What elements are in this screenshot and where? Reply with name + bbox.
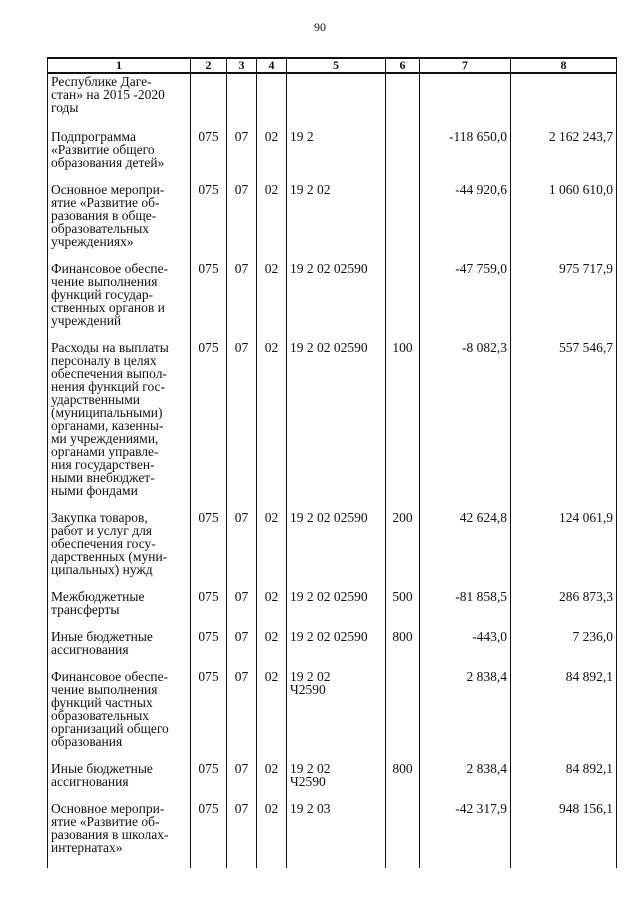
cell-value: 075 — [198, 129, 219, 144]
table-cell-c2 — [191, 511, 227, 590]
cell-value: 19 2 02 02590 — [290, 340, 368, 355]
table-row — [48, 130, 617, 183]
row-label-cell — [48, 590, 191, 630]
table-cell-c3 — [227, 762, 257, 802]
row-label-cell — [48, 762, 191, 802]
cell-value: 124 061,9 — [559, 510, 613, 525]
row-label: Иные бюджетные ассигнования — [51, 629, 153, 657]
cell-value: 07 — [234, 261, 249, 276]
cell-value: 075 — [198, 589, 219, 604]
table-cell-c7 — [420, 670, 511, 762]
table-row — [48, 630, 617, 670]
column-header: 5 — [287, 58, 386, 73]
cell-value: -118 650,0 — [449, 129, 507, 144]
cell-value: 100 — [392, 340, 413, 355]
table-cell-c4 — [257, 341, 287, 511]
table-cell-c8 — [511, 183, 617, 262]
cell-value: -47 759,0 — [455, 261, 507, 276]
table-cell-c6 — [386, 511, 420, 590]
cell-value: 02 — [264, 589, 279, 604]
header-row — [48, 58, 617, 73]
cell-value: 075 — [198, 340, 219, 355]
table-cell-c7 — [420, 130, 511, 183]
cell-value: 19 2 02 02590 — [290, 510, 368, 525]
table-cell-c3 — [227, 630, 257, 670]
row-label-cell — [48, 802, 191, 868]
budget-table — [47, 57, 617, 868]
table-cell-c7 — [420, 262, 511, 341]
column-header: 6 — [386, 58, 420, 73]
table-cell-c5 — [287, 630, 386, 670]
cell-value: 557 546,7 — [559, 340, 613, 355]
table-cell-c6 — [386, 341, 420, 511]
table-cell-c3 — [227, 183, 257, 262]
table-cell-c7 — [420, 73, 511, 130]
cell-value: 07 — [234, 510, 249, 525]
table-cell-c8 — [511, 802, 617, 868]
cell-value: 286 873,3 — [559, 589, 613, 604]
table-cell-c2 — [191, 130, 227, 183]
cell-value: 075 — [198, 182, 219, 197]
table-cell-c5 — [287, 590, 386, 630]
table-cell-c5 — [287, 130, 386, 183]
cell-value: 42 624,8 — [459, 510, 507, 525]
row-label: Финансовое обеспе- чение выполнения функций государ- ственных органов и учреждений — [51, 261, 169, 328]
row-label: Иные бюджетные ассигнования — [51, 761, 153, 789]
table-cell-c5 — [287, 183, 386, 262]
cell-value: 07 — [234, 182, 249, 197]
column-header: 7 — [420, 58, 511, 73]
row-label: Финансовое обеспе- чение выполнения функций частных образовательных организаций общего образования — [51, 669, 169, 749]
table-row — [48, 183, 617, 262]
row-label-cell — [48, 630, 191, 670]
cell-value: 948 156,1 — [559, 801, 613, 816]
column-header: 3 — [227, 58, 257, 73]
table-cell-c5 — [287, 341, 386, 511]
cell-value: 07 — [234, 340, 249, 355]
table-cell-c6 — [386, 130, 420, 183]
row-label-cell — [48, 262, 191, 341]
column-header: 8 — [511, 58, 617, 73]
cell-value: 02 — [264, 129, 279, 144]
cell-value: 200 — [392, 510, 413, 525]
cell-value: 02 — [264, 340, 279, 355]
row-label-cell — [48, 511, 191, 590]
table-cell-c4 — [257, 670, 287, 762]
table-cell-c4 — [257, 590, 287, 630]
table-cell-c7 — [420, 762, 511, 802]
table-cell-c6 — [386, 262, 420, 341]
row-label-cell — [48, 670, 191, 762]
cell-value: -8 082,3 — [462, 340, 507, 355]
cell-value: 02 — [264, 261, 279, 276]
cell-value: 84 892,1 — [565, 669, 613, 684]
row-label: Расходы на выплаты персоналу в целях обеспечения выпол- нения функций гос- ударственными (муниципальными) органами, казенны- ми учреждениями, органами управле- ния государствен- ными внебюджет- ными фондами — [51, 340, 169, 498]
table-cell-c2 — [191, 262, 227, 341]
table-cell-c2 — [191, 762, 227, 802]
cell-value: 2 162 243,7 — [548, 129, 613, 144]
table-cell-c3 — [227, 511, 257, 590]
table-row — [48, 73, 617, 130]
table-cell-c6 — [386, 73, 420, 130]
table-cell-c4 — [257, 73, 287, 130]
table-cell-c3 — [227, 802, 257, 868]
row-label: Основное меропри- ятие «Развитие об- разования в обще- образовательных учреждениях» — [51, 182, 165, 249]
table-cell-c8 — [511, 341, 617, 511]
cell-value: 7 236,0 — [572, 629, 613, 644]
cell-value: 800 — [392, 761, 413, 776]
column-header: 1 — [48, 58, 191, 73]
table-cell-c2 — [191, 590, 227, 630]
cell-value: 02 — [264, 669, 279, 684]
table-cell-c8 — [511, 590, 617, 630]
table-row — [48, 262, 617, 341]
cell-value: 2 838,4 — [466, 761, 507, 776]
table-cell-c8 — [511, 511, 617, 590]
table-cell-c6 — [386, 183, 420, 262]
row-label: Межбюджетные трансферты — [51, 589, 145, 617]
table-cell-c4 — [257, 130, 287, 183]
row-label-cell — [48, 130, 191, 183]
table-row — [48, 590, 617, 630]
cell-value: 84 892,1 — [565, 761, 613, 776]
table-cell-c3 — [227, 73, 257, 130]
table-cell-c2 — [191, 630, 227, 670]
cell-value: 075 — [198, 761, 219, 776]
cell-value: 02 — [264, 510, 279, 525]
cell-value: 19 2 02 02590 — [290, 261, 368, 276]
table-cell-c6 — [386, 590, 420, 630]
cell-value: 02 — [264, 801, 279, 816]
table-cell-c8 — [511, 762, 617, 802]
cell-value: 07 — [234, 129, 249, 144]
table-cell-c5 — [287, 802, 386, 868]
table-cell-c7 — [420, 802, 511, 868]
table-cell-c2 — [191, 670, 227, 762]
table-cell-c7 — [420, 511, 511, 590]
cell-value: -42 317,9 — [455, 801, 507, 816]
table-cell-c8 — [511, 630, 617, 670]
table-cell-c2 — [191, 341, 227, 511]
table-cell-c6 — [386, 762, 420, 802]
table-row — [48, 802, 617, 868]
table-cell-c5 — [287, 762, 386, 802]
cell-value: 19 2 02 02590 — [290, 589, 368, 604]
table-cell-c2 — [191, 183, 227, 262]
table-cell-c6 — [386, 670, 420, 762]
table-cell-c5 — [287, 670, 386, 762]
cell-value: -44 920,6 — [455, 182, 507, 197]
row-label: Основное меропри- ятие «Развитие об- разования в школах- интернатах» — [51, 801, 169, 855]
cell-value: 1 060 610,0 — [548, 182, 613, 197]
table-cell-c3 — [227, 341, 257, 511]
cell-value: 07 — [234, 589, 249, 604]
table-cell-c5 — [287, 262, 386, 341]
table-cell-c8 — [511, 670, 617, 762]
table-cell-c4 — [257, 262, 287, 341]
table-cell-c3 — [227, 670, 257, 762]
table-cell-c3 — [227, 130, 257, 183]
table-cell-c7 — [420, 630, 511, 670]
row-label-cell — [48, 73, 191, 130]
cell-value: 19 2 02 Ч2590 — [290, 761, 331, 789]
table-row — [48, 511, 617, 590]
table-cell-c2 — [191, 73, 227, 130]
cell-value: 2 838,4 — [466, 669, 507, 684]
table-cell-c6 — [386, 630, 420, 670]
cell-value: 500 — [392, 589, 413, 604]
table-row — [48, 341, 617, 511]
table-row — [48, 762, 617, 802]
cell-value: 19 2 02 Ч2590 — [290, 669, 331, 697]
table-cell-c4 — [257, 630, 287, 670]
cell-value: 19 2 02 02590 — [290, 629, 368, 644]
row-label: Закупка товаров, работ и услуг для обеспечения госу- дарственных (муни- ципальных) нужд — [51, 510, 168, 577]
table-cell-c4 — [257, 802, 287, 868]
table-cell-c5 — [287, 511, 386, 590]
table-cell-c4 — [257, 762, 287, 802]
column-header: 2 — [191, 58, 227, 73]
cell-value: 075 — [198, 801, 219, 816]
cell-value: 07 — [234, 669, 249, 684]
table-cell-c7 — [420, 590, 511, 630]
cell-value: 07 — [234, 761, 249, 776]
table-cell-c2 — [191, 802, 227, 868]
table-cell-c8 — [511, 73, 617, 130]
table-cell-c8 — [511, 130, 617, 183]
table-cell-c3 — [227, 262, 257, 341]
row-label-cell — [48, 341, 191, 511]
cell-value: 075 — [198, 510, 219, 525]
cell-value: 075 — [198, 261, 219, 276]
row-label: Республике Даге- стан» на 2015 -2020 годы — [51, 74, 165, 115]
cell-value: 19 2 02 — [290, 182, 331, 197]
cell-value: -443,0 — [472, 629, 507, 644]
row-label-cell — [48, 183, 191, 262]
column-header: 4 — [257, 58, 287, 73]
cell-value: -81 858,5 — [455, 589, 507, 604]
cell-value: 075 — [198, 629, 219, 644]
cell-value: 19 2 03 — [290, 801, 331, 816]
row-label: Подпрограмма «Развитие общего образования детей» — [51, 129, 165, 170]
cell-value: 07 — [234, 629, 249, 644]
cell-value: 07 — [234, 801, 249, 816]
cell-value: 075 — [198, 669, 219, 684]
cell-value: 19 2 — [290, 129, 314, 144]
page-number: 90 — [314, 20, 326, 34]
table-cell-c5 — [287, 73, 386, 130]
table-cell-c4 — [257, 511, 287, 590]
table-cell-c7 — [420, 183, 511, 262]
table-cell-c8 — [511, 262, 617, 341]
cell-value: 02 — [264, 761, 279, 776]
table-cell-c4 — [257, 183, 287, 262]
table-cell-c3 — [227, 590, 257, 630]
cell-value: 975 717,9 — [559, 261, 613, 276]
cell-value: 800 — [392, 629, 413, 644]
table-cell-c7 — [420, 341, 511, 511]
cell-value: 02 — [264, 629, 279, 644]
cell-value: 02 — [264, 182, 279, 197]
table-row — [48, 670, 617, 762]
table-cell-c6 — [386, 802, 420, 868]
